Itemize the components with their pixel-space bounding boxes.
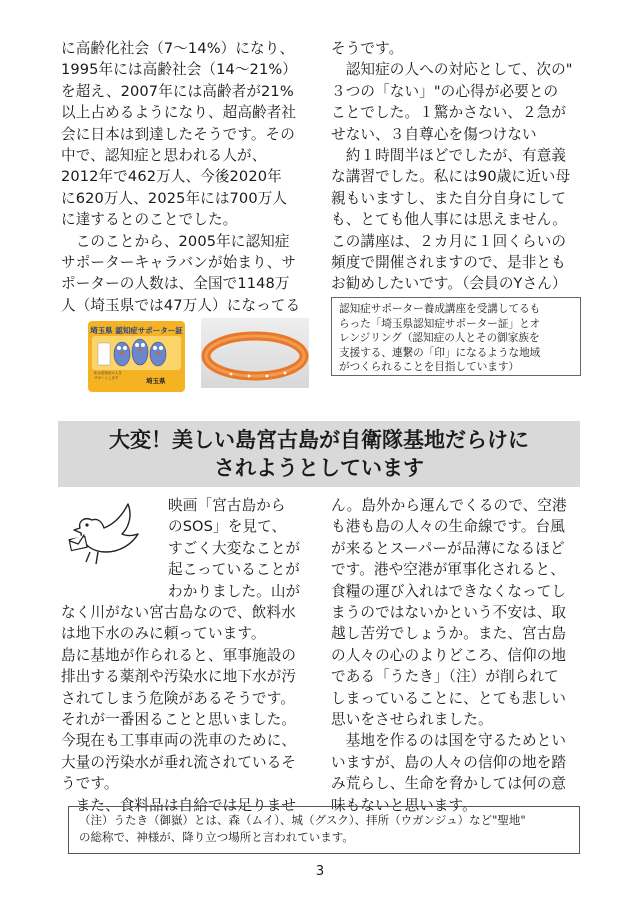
paragraph-line: そうです。: [331, 40, 404, 57]
paragraph-line: 基地を作るのは国を守るためとい: [331, 732, 567, 750]
paragraph-line: お勧めしたいです。（会員のYさん）: [331, 275, 567, 293]
paragraph-line: 今現在も工事車両の洗車のために、: [61, 732, 297, 750]
paragraph-line: 2012年で462万人、今後2020年: [61, 168, 282, 186]
dove-with-letter-icon: [66, 496, 144, 574]
paragraph-line: 以上占めるようになり、超高齢者社: [61, 104, 297, 122]
paragraph-line: サポーターキャラバンが始まり、サ: [61, 254, 297, 272]
paragraph-line: 中で、認知症と思われる人が、: [61, 147, 267, 165]
paragraph-line: が来るとスーパーが品薄になるほど: [331, 539, 565, 557]
footnote-line: （注）うたき（御嶽）とは、森（ムイ）、城（グスク）、拝所（ウガンジュ）など"聖地": [79, 813, 526, 827]
paragraph-line: わかりました。山が: [168, 582, 301, 600]
card-mascots-icon: [88, 321, 185, 392]
article-headline-banner: [58, 421, 580, 487]
paragraph-line: 約１時間半ほどでしたが、有意義: [331, 147, 567, 165]
card-title: 埼玉県 認知症サポーター証: [90, 326, 183, 335]
headline-line: されようとしています: [214, 456, 424, 480]
paragraph-line: 頻度で開催されますので、是非とも: [331, 254, 566, 272]
article-bottom-left-column: [61, 602, 296, 816]
paragraph-line: 越し苦労でしょうか。また、宮古島: [331, 625, 567, 643]
paragraph-line: また、食料品は自給では足りませ: [61, 796, 297, 814]
paragraph-line: のSOS」を見て、: [168, 518, 287, 536]
paragraph-line: なく川がない宮古島なので、飲料水: [61, 604, 296, 621]
card-small-text: [94, 371, 122, 381]
paragraph-line: それが一番困ることと思いました。: [61, 711, 297, 729]
paragraph-line: も、とても他人事には思えません。: [331, 211, 567, 229]
caption-line: らった「埼玉県認知症サポーター証」とオ: [339, 317, 541, 330]
paragraph-line: も港も島の人々の生命線です。台風: [331, 518, 565, 536]
paragraph-line: ん。島外から運んでくるので、空港: [331, 497, 567, 514]
paragraph-line: 人（埼玉県では47万人）になってる: [61, 296, 301, 314]
paragraph-line: しまっていることに、とても悲しい: [331, 689, 567, 707]
paragraph-line: 排出する薬剤や汚染水に地下水が汚: [61, 668, 297, 686]
paragraph-line: に620万人、2025年には700万人: [61, 189, 288, 207]
article-left-column: [61, 38, 300, 316]
paragraph-line: いますが、島の人々の信仰の地を踏: [331, 753, 567, 771]
paragraph-line: この講座は、２カ月に１回くらいの: [331, 232, 567, 250]
article-bottom-right-column: [331, 495, 567, 816]
paragraph-line: 大量の汚染水が垂れ流されているそ: [61, 753, 297, 771]
caption-line: 支援する、連繋の「印」になるような地域: [339, 346, 541, 359]
orange-ring-icon: [201, 318, 309, 388]
paragraph-line: に達するとのことでした。: [61, 211, 238, 229]
paragraph-line: 1995年には高齢社会（14～21%）: [61, 61, 297, 79]
photo-caption-box: [331, 297, 581, 376]
orange-ring-photo: [201, 318, 309, 388]
article-intro-block: [168, 495, 300, 602]
paragraph-line: な講習でした。私には90歳に近い母: [331, 168, 571, 186]
paragraph-line: 味もないと思います。: [331, 796, 477, 814]
paragraph-line: 親もいますし、また自分自身にして: [331, 189, 567, 207]
paragraph-line: ことでした。１驚かさない、２急が: [331, 104, 567, 122]
paragraph-line: 認知症の人への対応として、次の": [331, 61, 573, 79]
paragraph-line: です。港や空港が軍事化されると、: [331, 561, 565, 579]
paragraph-line: の人々の心のよりどころ、信仰の地: [331, 646, 567, 664]
article-right-column: [331, 38, 573, 295]
paragraph-line: に高齢化社会（7～14%）になり、: [61, 40, 295, 57]
paragraph-line: すごく大変なことが: [168, 539, 301, 557]
card-small-line: 私は認知症の人を: [94, 371, 122, 375]
paragraph-line: せない、３自尊心を傷つけない: [331, 125, 537, 143]
card-prefecture: 埼玉県: [146, 377, 166, 385]
paragraph-line: は地下水のみに頼っています。: [61, 625, 266, 643]
footnote-box: [68, 806, 580, 854]
page-number: 3: [315, 864, 325, 879]
paragraph-line: み荒らし、生命を脅かしては何の意: [331, 775, 567, 793]
supporter-card-image: [88, 321, 185, 392]
paragraph-line: 食糧の運び入れはできなくなってし: [331, 582, 567, 600]
paragraph-line: 起こっていることが: [168, 561, 300, 579]
headline-line: 大変！美しい島宮古島が自衛隊基地だらけに: [109, 428, 529, 452]
paragraph-line: ポーターの人数は、全国で1148万: [61, 275, 290, 293]
card-small-line: サポートします: [94, 376, 119, 380]
paragraph-line: を超え、2007年には高齢者が21%: [61, 82, 294, 100]
paragraph-line: まうのではないかという不安は、取: [331, 604, 567, 622]
paragraph-line: 映画「宮古島から: [168, 497, 286, 514]
paragraph-line: このことから、2005年に認知症: [61, 232, 290, 250]
caption-line: レンジリング（認知症の人とその御家族を: [339, 332, 540, 345]
paragraph-line: うです。: [61, 775, 119, 793]
paragraph-line: されてしまう危険があるそうです。: [61, 689, 295, 707]
paragraph-line: 会に日本は到達したそうです。その: [61, 125, 295, 143]
caption-line: 認知症サポーター養成講座を受講してるも: [339, 303, 541, 315]
footnote-line: の総称で、神様が、降り立つ場所と言われています。: [79, 830, 354, 844]
caption-line: がつくられることを目指しています）: [339, 361, 520, 374]
paragraph-line: 思いをさせられました。: [331, 711, 493, 729]
paragraph-line: ３つの「ない」"の心得が必要との: [331, 82, 559, 100]
paragraph-line: 島に基地が作られると、軍事施設の: [61, 646, 297, 664]
paragraph-line: である「うたき」（注）が削られて: [331, 668, 559, 686]
